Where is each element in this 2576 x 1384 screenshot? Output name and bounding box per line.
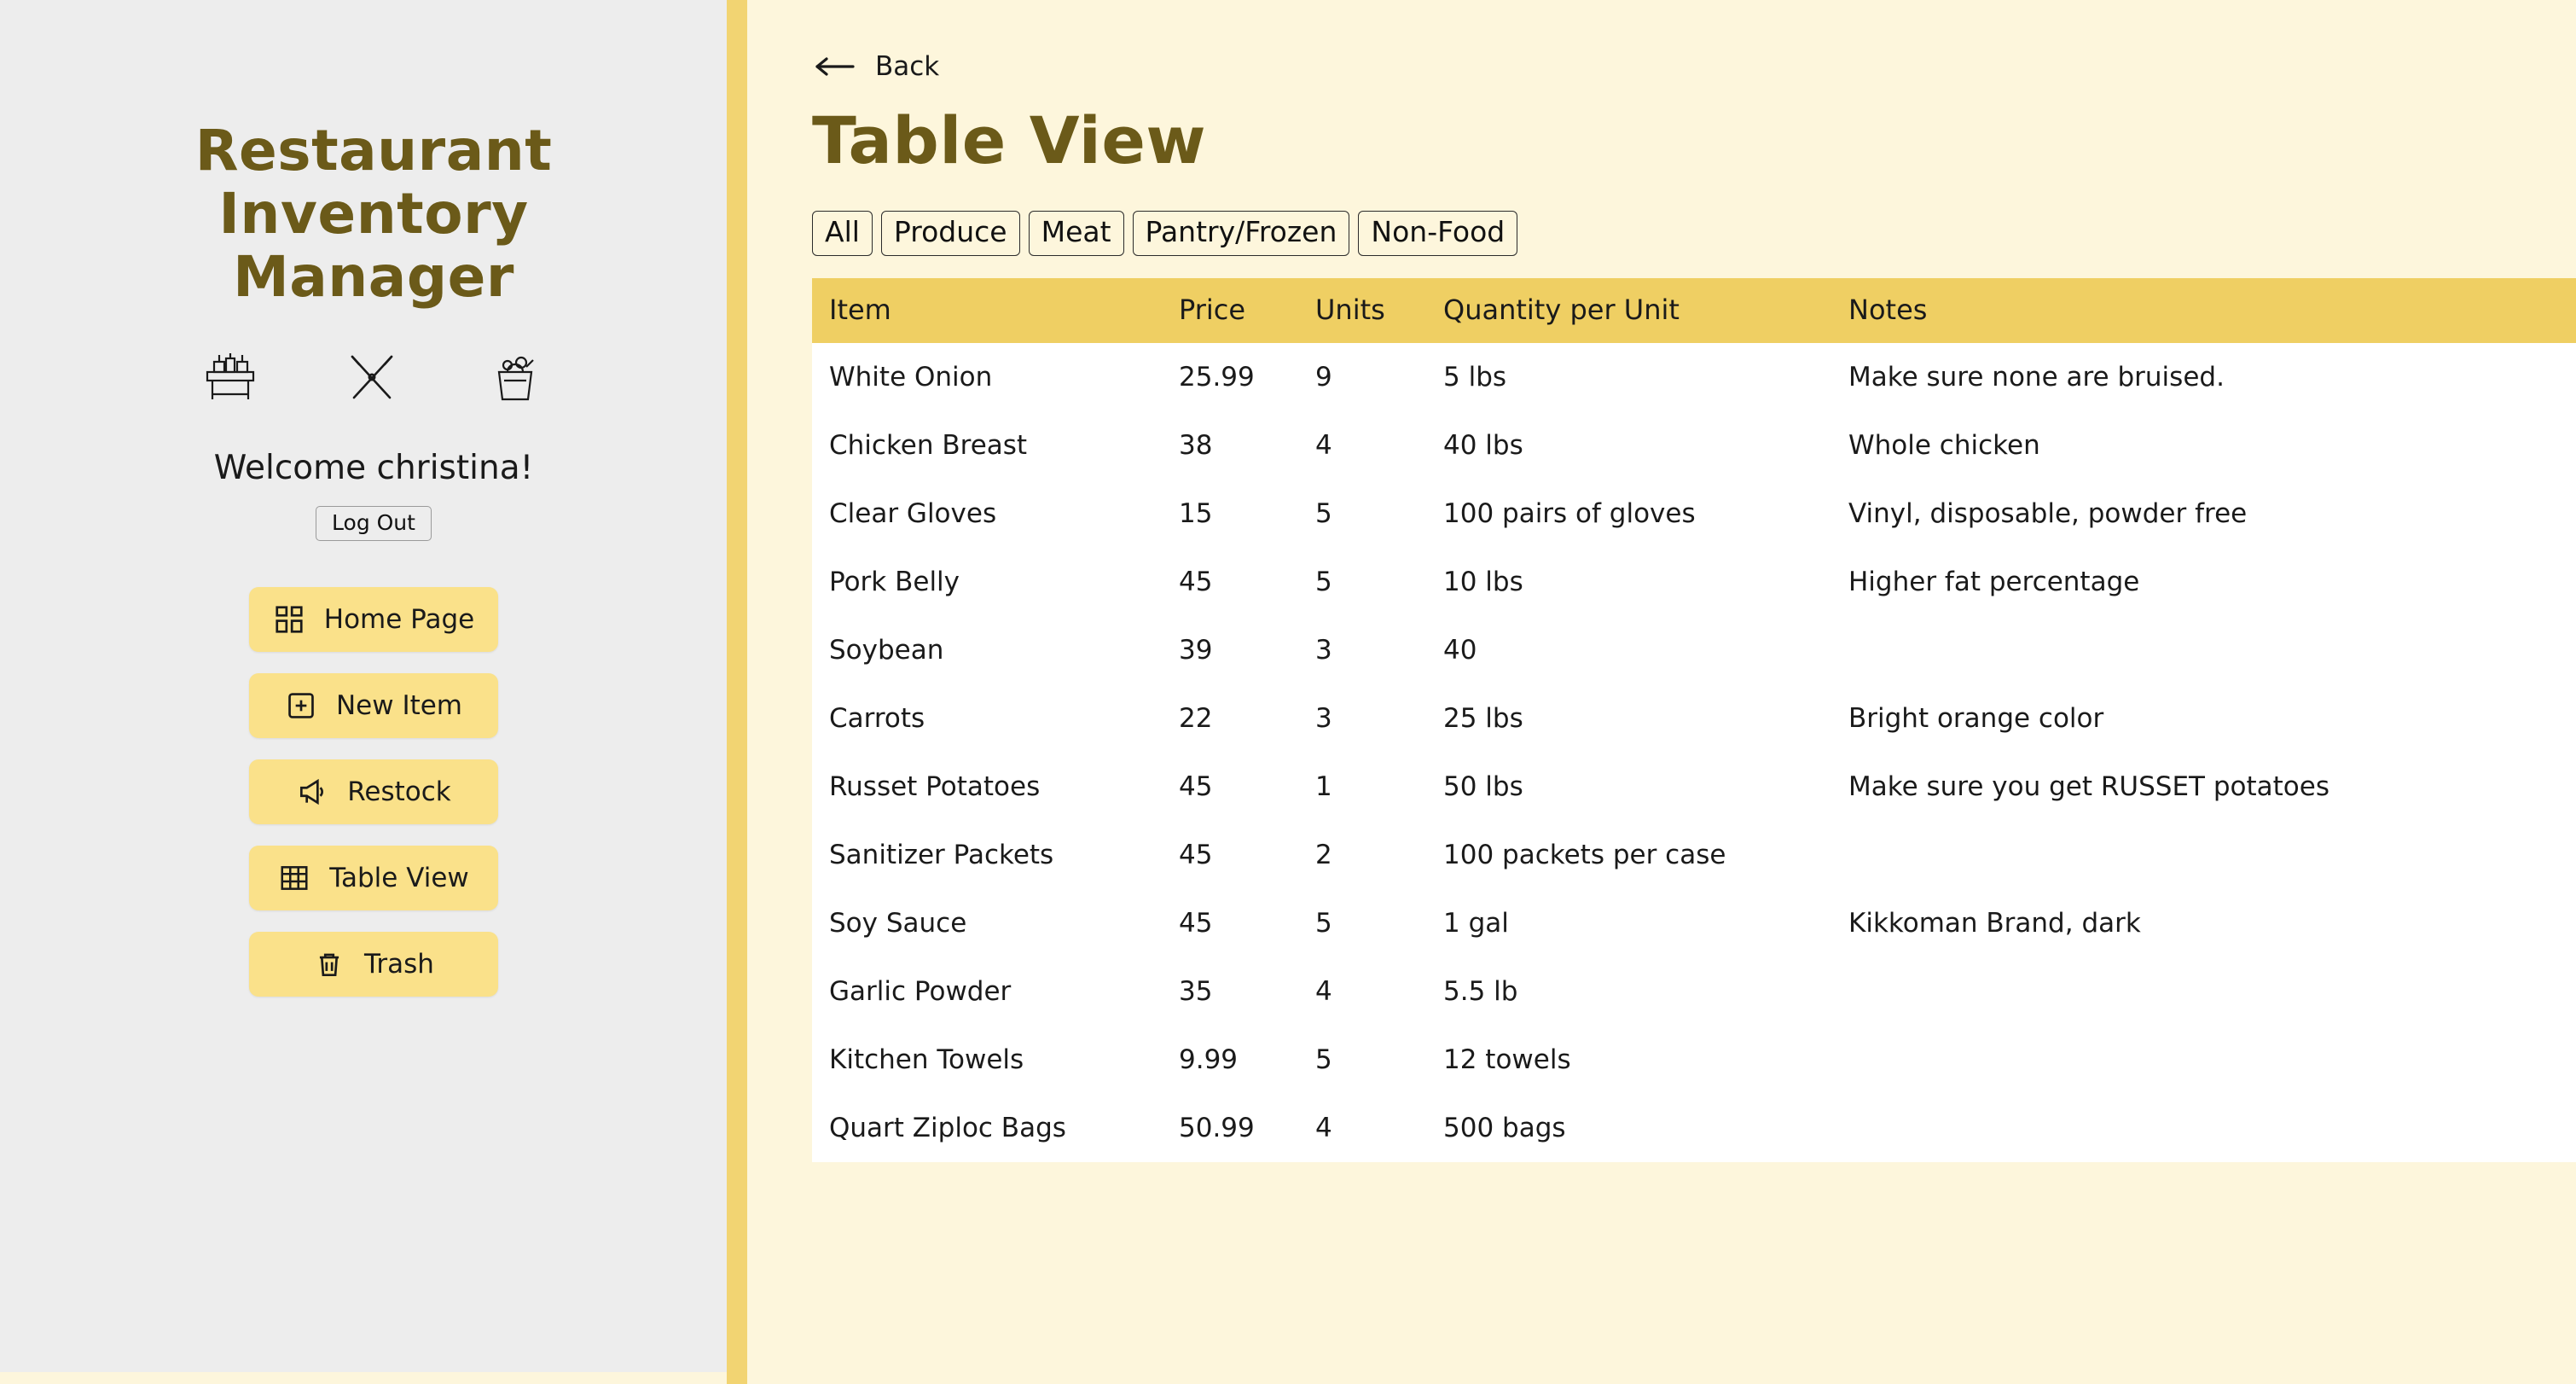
table-row[interactable]	[812, 548, 2576, 616]
sidebar-item-home-page[interactable]	[249, 587, 498, 652]
brand-title: Restaurant Inventory Manager	[194, 118, 553, 310]
cell-price: 45	[1162, 889, 1298, 957]
cell-units: 9	[1298, 343, 1426, 411]
cell-price: 39	[1162, 616, 1298, 684]
cell-quantity: 50 lbs	[1426, 753, 1831, 821]
column-header-notes: Notes	[1831, 278, 2576, 343]
cell-quantity: 25 lbs	[1426, 684, 1831, 753]
cell-notes: Whole chicken	[1831, 411, 2576, 480]
filter-produce-button[interactable]: Produce	[881, 211, 1020, 256]
sidebar-item-restock[interactable]	[249, 759, 498, 824]
page-title: Table View	[812, 102, 1207, 178]
cell-item: Carrots	[812, 684, 1162, 753]
cell-units: 1	[1298, 753, 1426, 821]
cell-quantity: 100 pairs of gloves	[1426, 480, 1831, 548]
inventory-table	[812, 278, 2576, 1162]
cell-item: Kitchen Towels	[812, 1026, 1162, 1094]
cell-notes: Make sure you get RUSSET potatoes	[1831, 753, 2576, 821]
cell-units: 5	[1298, 480, 1426, 548]
cell-notes	[1831, 821, 2576, 889]
sidebar	[0, 0, 747, 1384]
cell-price: 45	[1162, 548, 1298, 616]
table-row[interactable]	[812, 753, 2576, 821]
cell-notes: Vinyl, disposable, powder free	[1831, 480, 2576, 548]
megaphone-icon	[296, 776, 328, 808]
cell-units: 5	[1298, 889, 1426, 957]
cell-item: Clear Gloves	[812, 480, 1162, 548]
cell-item: Soybean	[812, 616, 1162, 684]
cell-price: 9.99	[1162, 1026, 1298, 1094]
column-header-quantity-per-unit: Quantity per Unit	[1426, 278, 1831, 343]
table-row[interactable]	[812, 616, 2576, 684]
cell-units: 5	[1298, 1026, 1426, 1094]
cell-notes: Higher fat percentage	[1831, 548, 2576, 616]
cell-units: 3	[1298, 684, 1426, 753]
cell-quantity: 12 towels	[1426, 1026, 1831, 1094]
table-row[interactable]	[812, 889, 2576, 957]
cell-item: Sanitizer Packets	[812, 821, 1162, 889]
cell-notes	[1831, 616, 2576, 684]
cell-notes: Make sure none are bruised.	[1831, 343, 2576, 411]
sidebar-item-label: Restock	[347, 776, 451, 807]
fork-knife-icon	[340, 346, 403, 408]
cell-item: Soy Sauce	[812, 889, 1162, 957]
cell-quantity: 5.5 lb	[1426, 957, 1831, 1026]
cell-price: 50.99	[1162, 1094, 1298, 1162]
sidebar-item-label: Table View	[329, 862, 469, 893]
column-header-item: Item	[812, 278, 1162, 343]
grocery-bag-icon	[482, 346, 548, 408]
cell-quantity: 5 lbs	[1426, 343, 1831, 411]
column-header-price: Price	[1162, 278, 1298, 343]
table-row[interactable]	[812, 480, 2576, 548]
back-button[interactable]	[812, 51, 991, 82]
main-content	[747, 0, 2576, 1384]
cell-item: Pork Belly	[812, 548, 1162, 616]
cell-price: 45	[1162, 821, 1298, 889]
table-row[interactable]	[812, 411, 2576, 480]
table-grid-icon	[278, 862, 310, 894]
filter-button-group	[812, 211, 2576, 256]
cell-item: Garlic Powder	[812, 957, 1162, 1026]
table-body	[812, 343, 2576, 1162]
cell-units: 4	[1298, 1094, 1426, 1162]
back-arrow-icon	[812, 55, 856, 78]
cell-price: 15	[1162, 480, 1298, 548]
back-label: Back	[875, 51, 940, 82]
cell-item: Russet Potatoes	[812, 753, 1162, 821]
filter-pantry-frozen-button[interactable]: Pantry/Frozen	[1133, 211, 1350, 256]
sidebar-bottom-strip	[0, 1372, 747, 1384]
cell-quantity: 1 gal	[1426, 889, 1831, 957]
cell-quantity: 40	[1426, 616, 1831, 684]
cell-item: White Onion	[812, 343, 1162, 411]
cell-notes: Kikkoman Brand, dark	[1831, 889, 2576, 957]
buffet-table-icon	[199, 346, 262, 408]
cell-quantity: 40 lbs	[1426, 411, 1831, 480]
cell-price: 22	[1162, 684, 1298, 753]
cell-quantity: 100 packets per case	[1426, 821, 1831, 889]
cell-quantity: 10 lbs	[1426, 548, 1831, 616]
cell-price: 38	[1162, 411, 1298, 480]
cell-units: 5	[1298, 548, 1426, 616]
sidebar-item-new-item[interactable]	[249, 673, 498, 738]
cell-price: 25.99	[1162, 343, 1298, 411]
sidebar-item-table-view[interactable]	[249, 846, 498, 910]
cell-units: 4	[1298, 957, 1426, 1026]
sidebar-item-trash[interactable]	[249, 932, 498, 997]
table-header	[812, 278, 2576, 343]
filter-all-button[interactable]: All	[812, 211, 873, 256]
table-row[interactable]	[812, 684, 2576, 753]
cell-notes: Bright orange color	[1831, 684, 2576, 753]
table-row[interactable]	[812, 821, 2576, 889]
filter-non-food-button[interactable]: Non-Food	[1358, 211, 1517, 256]
log-out-button[interactable]: Log Out	[316, 506, 432, 541]
sidebar-item-label: New Item	[335, 689, 463, 721]
grid-dashboard-icon	[273, 603, 305, 636]
welcome-message: Welcome christina!	[213, 448, 534, 487]
cell-item: Quart Ziploc Bags	[812, 1094, 1162, 1162]
trash-icon	[313, 948, 345, 980]
cell-units: 4	[1298, 411, 1426, 480]
brand-icon-row	[199, 346, 548, 408]
sidebar-nav	[249, 587, 498, 997]
table-row[interactable]	[812, 343, 2576, 411]
table-header-row	[812, 278, 2576, 343]
cell-quantity: 500 bags	[1426, 1094, 1831, 1162]
sidebar-item-label: Trash	[364, 948, 434, 980]
cell-notes	[1831, 1026, 2576, 1094]
sidebar-item-label: Home Page	[323, 603, 475, 635]
cell-units: 3	[1298, 616, 1426, 684]
cell-notes	[1831, 1094, 2576, 1162]
cell-notes	[1831, 957, 2576, 1026]
cell-item: Chicken Breast	[812, 411, 1162, 480]
column-header-units: Units	[1298, 278, 1426, 343]
cell-units: 2	[1298, 821, 1426, 889]
add-box-icon	[285, 689, 317, 722]
table-row[interactable]	[812, 1026, 2576, 1094]
table-row[interactable]	[812, 957, 2576, 1026]
table-row[interactable]	[812, 1094, 2576, 1162]
filter-meat-button[interactable]: Meat	[1029, 211, 1124, 256]
cell-price: 35	[1162, 957, 1298, 1026]
cell-price: 45	[1162, 753, 1298, 821]
